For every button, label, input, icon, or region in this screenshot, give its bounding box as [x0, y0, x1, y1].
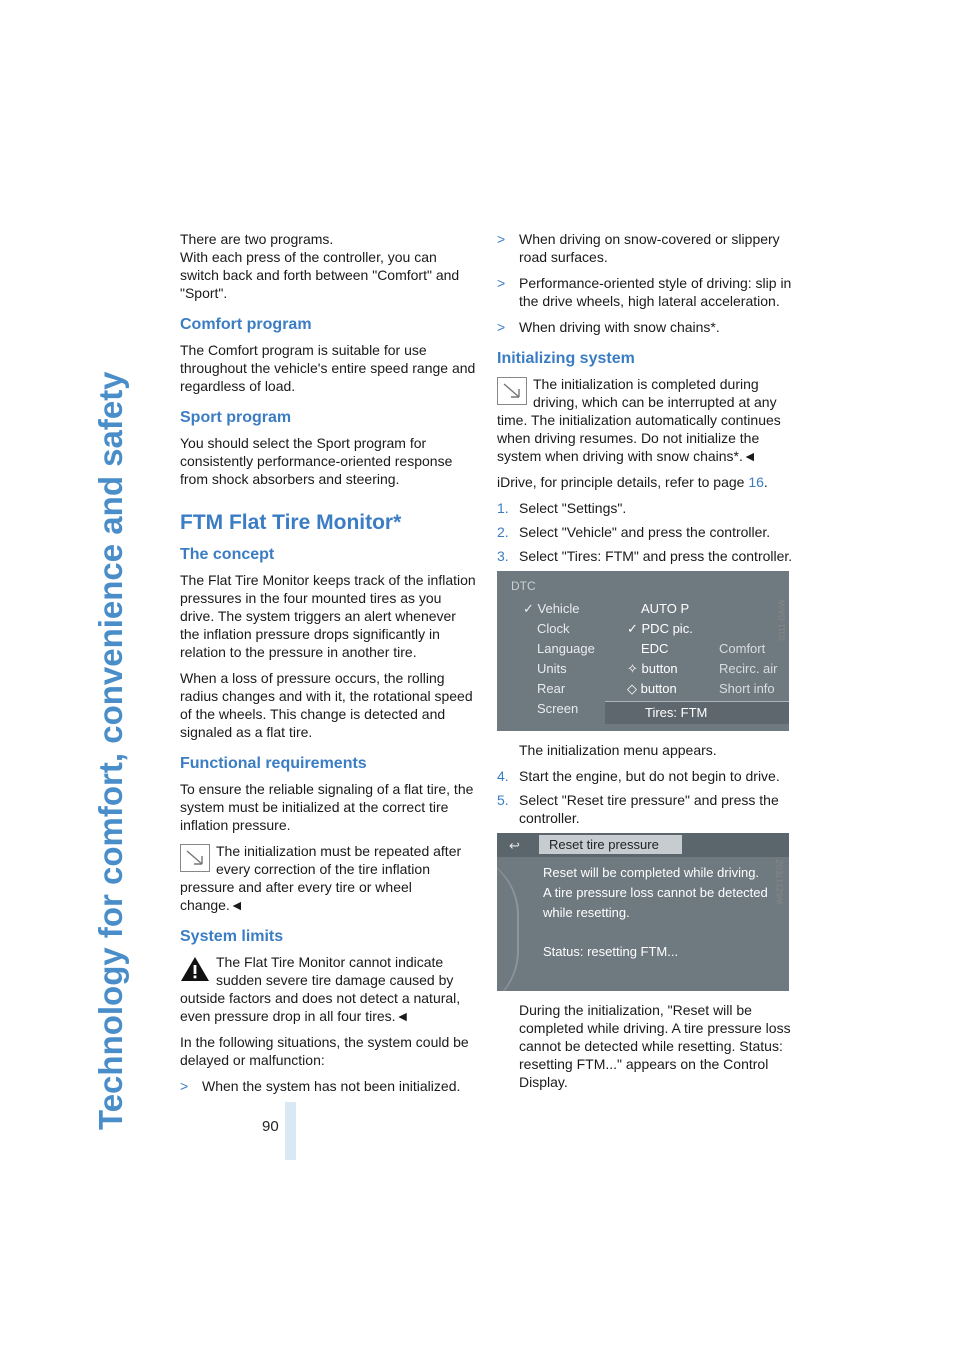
sport-text: You should select the Sport program for consistently performance-oriented response from shock absorbers and steering. [180, 435, 453, 487]
step-number: 5. [497, 792, 509, 808]
step-number: 1. [497, 500, 509, 516]
bullet-marker: > [497, 319, 506, 335]
ftm-heading: FTM Flat Tire Monitor* [180, 511, 402, 534]
limits-warning: The Flat Tire Monitor cannot indicate sudden severe tire damage caused by outside factors and does not detect a natural, even pressure drop in all four tires.◄ [180, 954, 461, 1024]
menu-item-button-1[interactable]: ✧ button [627, 661, 678, 676]
menu-label: PDC pic. [641, 621, 693, 636]
right-bullet-1-text: When driving on snow-covered or slippery road surfaces. [519, 231, 780, 265]
right-bullet-2-text: Performance-oriented style of driving: slip in the drive wheels, high lateral acceleration. [519, 275, 792, 309]
idrive-text: iDrive, for principle details, refer to page [497, 474, 749, 490]
step-number: 2. [497, 524, 509, 540]
init-note-text: The initialization is completed during driving, which can be interrupted at any time. The initialization automatically continues when driving resumes. Do not initialize the system when driving with snow chains*. [497, 376, 781, 464]
control-display-vehicle-menu [497, 571, 789, 731]
menu-item-rear[interactable]: Rear [537, 681, 566, 696]
limits-bullet [180, 1077, 476, 1095]
step-text: Select "Settings". [519, 500, 627, 516]
menu-item-short-info[interactable]: Short info [719, 681, 775, 696]
right-bullet-3-text: When driving with snow chains*. [519, 319, 720, 335]
menu-item-button-2[interactable]: ◇ button [627, 681, 677, 696]
functional-p1: To ensure the reliable signaling of a flat tire, the system must be initialized at the correct tire inflation pressure. [180, 781, 474, 833]
limits-heading: System limits [180, 928, 284, 945]
limits-bullet-text: When the system has not been initialized. [202, 1078, 461, 1094]
message-line: Reset will be completed while driving. [543, 865, 760, 880]
step-number: 3. [497, 548, 509, 564]
screen-curve [497, 853, 519, 991]
back-arrow-icon[interactable]: ↩ [509, 838, 520, 853]
step-3 [497, 547, 793, 565]
step-1 [497, 499, 793, 517]
intro-line-1: There are two programs. [180, 231, 334, 247]
right-bullet-3 [497, 318, 793, 336]
reset-message [543, 863, 768, 923]
reset-tire-pressure-tab[interactable]: Reset tire pressure [539, 835, 682, 854]
page-link-16[interactable]: 16 [748, 474, 764, 490]
message-line: A tire pressure loss cannot be detected [543, 885, 768, 900]
step-text: Select "Vehicle" and press the controller. [519, 524, 771, 540]
menu-label: Tires: FTM [645, 705, 708, 720]
image-code: 0311-GAIW [777, 599, 787, 641]
right-column [497, 230, 793, 1099]
sport-heading: Sport program [180, 409, 292, 426]
init-heading: Initializing system [497, 350, 635, 367]
left-column [180, 230, 476, 1103]
menu-item-units[interactable]: Units [537, 661, 567, 676]
limits-warning-text: The Flat Tire Monitor cannot indicate sudden severe tire damage caused by outside factors and does not detect a natural, even pressure drop in all four tires. [180, 954, 461, 1024]
concept-heading: The concept [180, 546, 275, 563]
menu-label: button [641, 661, 678, 676]
idrive-ref: iDrive, for principle details, refer to page 16. [497, 474, 768, 490]
menu-label: Vehicle [537, 601, 580, 616]
concept-p1: The Flat Tire Monitor keeps track of the inflation pressures in the four mounted tires as you drive. The system triggers an alert whenever the inflation pressure drops significantly in relation to the pressure in another tire. [180, 572, 476, 660]
step-text: Select "Reset tire pressure" and press the controller. [519, 792, 779, 826]
right-bullet-2 [497, 274, 793, 310]
menu-left-list [523, 599, 595, 719]
menu-label: button [640, 681, 677, 696]
image-code: W6Z217E0Z [775, 859, 785, 905]
page-number: 90 [262, 1118, 279, 1135]
menu-item-screen[interactable]: Screen [537, 701, 579, 716]
note-arrow-icon [180, 844, 210, 872]
message-line: while resetting. [543, 905, 630, 920]
menu-item-recirc-air[interactable]: Recirc. air [719, 661, 778, 676]
step-5 [497, 791, 793, 827]
bullet-marker: > [497, 231, 506, 247]
chapter-sidebar: Technology for comfort, convenience and safety [92, 371, 129, 1130]
reset-status: Status: resetting FTM... [543, 944, 679, 959]
intro-line-2: With each press of the controller, you can switch back and forth between "Comfort" and "Sport". [180, 249, 460, 301]
menu-item-vehicle[interactable]: ✓ Vehicle [523, 601, 580, 616]
init-note: The initialization is completed during driving, which can be interrupted at any time. The initialization automatically continues when driving resumes. Do not initialize the system when driving with snow chains*.◄ [497, 376, 781, 464]
bullet-marker: > [180, 1078, 189, 1094]
menu-item-language[interactable]: Language [537, 641, 595, 656]
menu-appears: The initialization menu appears. [519, 742, 717, 758]
step-number: 4. [497, 768, 509, 784]
menu-item-auto-p[interactable]: AUTO P [641, 601, 690, 616]
menu-item-pdc-pic[interactable]: ✓ PDC pic. [627, 621, 693, 636]
control-display-reset-screen [497, 833, 789, 991]
menu-item-tires-ftm[interactable] [605, 701, 789, 724]
bullet-marker: > [497, 275, 506, 291]
page-number-bar [285, 1102, 296, 1160]
step-2 [497, 523, 793, 541]
step-text: Select "Tires: FTM" and press the controller. [519, 548, 793, 564]
step-4 [497, 767, 793, 785]
functional-note-text: The initialization must be repeated after every correction of the tire inflation pressure and after every tire or wheel change. [180, 843, 462, 913]
concept-p2: When a loss of pressure occurs, the rolling radius changes and with it, the rotational speed of the wheels. This change is detected and signaled as a flat tire. [180, 670, 473, 740]
menu-item-comfort[interactable]: Comfort [719, 641, 766, 656]
note-arrow-icon [497, 377, 527, 405]
functional-note: The initialization must be repeated after every correction of the tire inflation pressure and after every tire or wheel change.◄ [180, 843, 462, 913]
right-bullet-1 [497, 230, 793, 266]
menu-right-list [719, 639, 778, 699]
functional-heading: Functional requirements [180, 755, 367, 772]
warning-triangle-icon [180, 955, 210, 983]
comfort-text: The Comfort program is suitable for use throughout the vehicle's entire speed range and regardless of load. [180, 342, 476, 394]
during-text: During the initialization, "Reset will be completed while driving. A tire pressure loss cannot be detected while resetting. Status: resetting FTM..." appears on the Control Display. [519, 1002, 791, 1090]
menu-header: DTC [511, 579, 536, 593]
menu-item-edc[interactable]: EDC [641, 641, 669, 656]
step-text: Start the engine, but do not begin to drive. [519, 768, 780, 784]
menu-middle-list [627, 599, 693, 699]
comfort-heading: Comfort program [180, 316, 312, 333]
menu-item-clock[interactable]: Clock [537, 621, 570, 636]
limits-p1: In the following situations, the system could be delayed or malfunction: [180, 1034, 469, 1068]
